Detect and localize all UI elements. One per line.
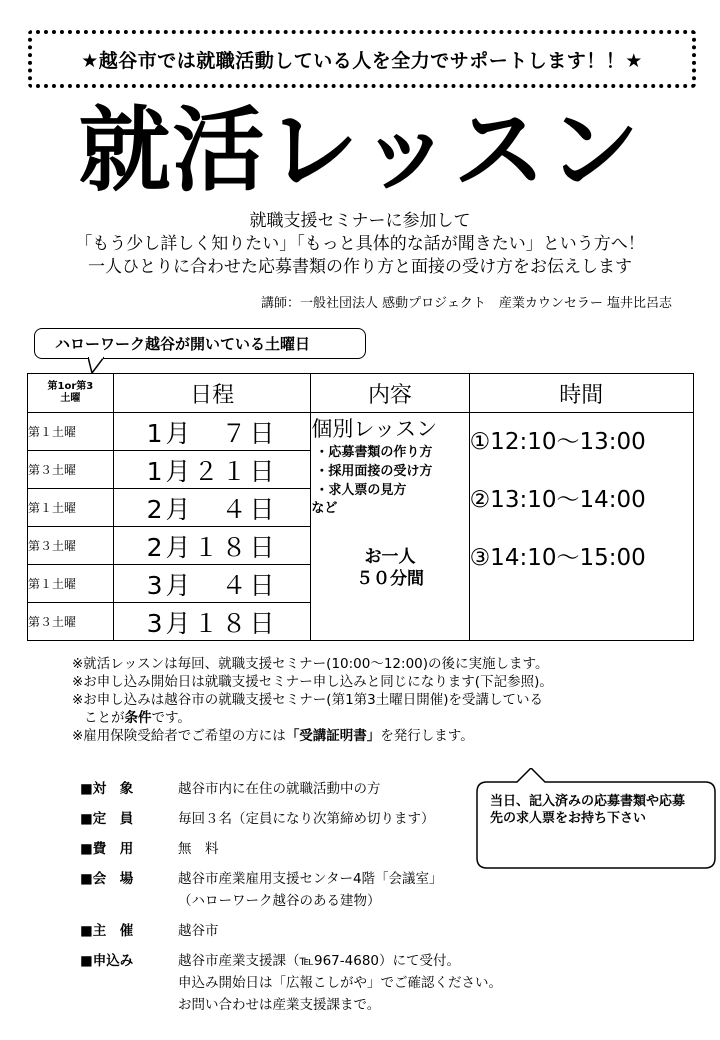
info-label: ■対 象 xyxy=(80,781,134,797)
date-cell: 2月１８日 xyxy=(113,527,311,565)
table-header-row xyxy=(28,374,694,413)
info-label: ■費 用 xyxy=(80,841,134,857)
apply-line-3: お問い合わせは産業支援課まで。 xyxy=(178,997,381,1013)
info-label: ■定 員 xyxy=(80,811,134,827)
note-text: ことが xyxy=(84,710,125,726)
saturday-bubble-text: ハローワーク越谷が開いている土曜日 xyxy=(55,335,311,353)
info-value: 越谷市 xyxy=(178,923,219,939)
header-date: 日程 xyxy=(113,374,311,413)
callout-text: 当日、記入済みの応募書類や応募先の求人票をお持ち下さい xyxy=(490,794,686,826)
note-line: ※お申し込み開始日は就職支援セミナー申し込みと同じになります(下記参照)。 xyxy=(72,674,553,690)
date-cell: 1月 ７日 xyxy=(113,413,311,451)
info-label: ■申込み xyxy=(80,953,134,969)
apply-line-2: 申込み開始日は「広報こしがや」でご確認ください。 xyxy=(178,975,502,991)
content-item: ・応募書類の作り方 xyxy=(315,445,433,460)
note-line: ※お申し込みは越谷市の就職支援セミナー(第1第3土曜日開催)を受講している xyxy=(72,692,544,708)
week-cell: 第１土曜 xyxy=(28,565,114,603)
intro-line-1: 就職支援セミナーに参加して xyxy=(249,211,471,231)
header-week-line2: 土曜 xyxy=(60,393,81,404)
week-cell: 第１土曜 xyxy=(28,489,114,527)
content-etc: など xyxy=(311,501,338,516)
info-value: 毎回３名（定員になり次第締め切ります） xyxy=(178,811,435,827)
per-person-line-2: ５０分間 xyxy=(355,569,424,589)
header-week-line1: 第1or第3 xyxy=(47,381,94,392)
bubble-tail xyxy=(88,357,104,373)
content-title: 個別レッスン xyxy=(311,417,438,441)
saturday-bubble xyxy=(34,328,366,359)
header-time: 時間 xyxy=(469,374,693,413)
table-row xyxy=(28,413,694,451)
info-host xyxy=(80,920,502,942)
event-info xyxy=(80,778,502,1024)
info-apply xyxy=(80,950,502,1016)
note-emphasis: 条件 xyxy=(124,710,152,726)
info-label: ■主 催 xyxy=(80,923,134,939)
date-cell: 3月 ４日 xyxy=(113,565,311,603)
date-cell: 2月 ４日 xyxy=(113,489,311,527)
note-text: を発行します。 xyxy=(380,728,474,744)
notes xyxy=(72,655,553,745)
info-value xyxy=(178,950,502,1016)
lecturer-line: 講師：一般社団法人 感動プロジェクト 産業カウンセラー 塩井比呂志 xyxy=(260,296,672,311)
venue-line-2: （ハローワーク越谷のある建物） xyxy=(178,893,381,909)
note-text: ※雇用保険受給者でご希望の方には xyxy=(72,728,286,744)
time-slot: ②13:10～14:00 xyxy=(469,487,646,513)
time-cell xyxy=(469,413,693,641)
schedule-table xyxy=(27,373,694,641)
week-cell: 第３土曜 xyxy=(28,527,114,565)
date-cell: 3月１８日 xyxy=(113,603,311,641)
week-cell: 第３土曜 xyxy=(28,451,114,489)
note-text: です。 xyxy=(151,710,191,726)
info-capacity xyxy=(80,808,502,830)
date-cell: 1月２１日 xyxy=(113,451,311,489)
note-line xyxy=(72,727,553,745)
per-person-duration xyxy=(311,546,468,590)
info-fee xyxy=(80,838,502,860)
content-item: ・求人票の見方 xyxy=(315,483,407,498)
page-title: 就活レッスン xyxy=(78,97,642,204)
time-slot: ①12:10～13:00 xyxy=(469,429,646,455)
top-banner xyxy=(28,30,696,88)
note-line xyxy=(72,709,553,727)
info-value: 越谷市内に在住の就職活動中の方 xyxy=(178,781,381,797)
info-value: 無 料 xyxy=(178,841,219,857)
info-label: ■会 場 xyxy=(80,871,134,887)
info-target xyxy=(80,778,502,800)
info-value xyxy=(178,868,443,912)
content-item: ・採用面接の受け方 xyxy=(315,464,433,479)
note-line: ※就活レッスンは毎回、就職支援セミナー(10:00～12:00)の後に実施します。 xyxy=(72,656,549,672)
content-cell xyxy=(311,413,469,641)
note-emphasis: 「受講証明書」 xyxy=(285,728,381,744)
banner-text: ★越谷市では就職活動している人を全力でサポートします！！★ xyxy=(81,49,643,72)
time-slot: ③14:10～15:00 xyxy=(469,545,646,571)
week-cell: 第１土曜 xyxy=(28,413,114,451)
intro-text xyxy=(0,210,720,279)
venue-line-1: 越谷市産業雇用支援センター4階「会議室」 xyxy=(178,871,443,887)
header-content: 内容 xyxy=(311,374,469,413)
per-person-line-1: お一人 xyxy=(364,547,416,567)
info-venue xyxy=(80,868,502,912)
header-week xyxy=(28,374,114,413)
intro-line-2: 「もう少し詳しく知りたい」「もっと具体的な話が聞きたい」という方へ！ xyxy=(75,234,645,254)
intro-line-3: 一人ひとりに合わせた応募書類の作り方と面接の受け方をお伝えします xyxy=(88,257,632,277)
week-cell: 第３土曜 xyxy=(28,603,114,641)
apply-line-1: 越谷市産業支援課（℡967-4680）にて受付。 xyxy=(178,953,460,969)
